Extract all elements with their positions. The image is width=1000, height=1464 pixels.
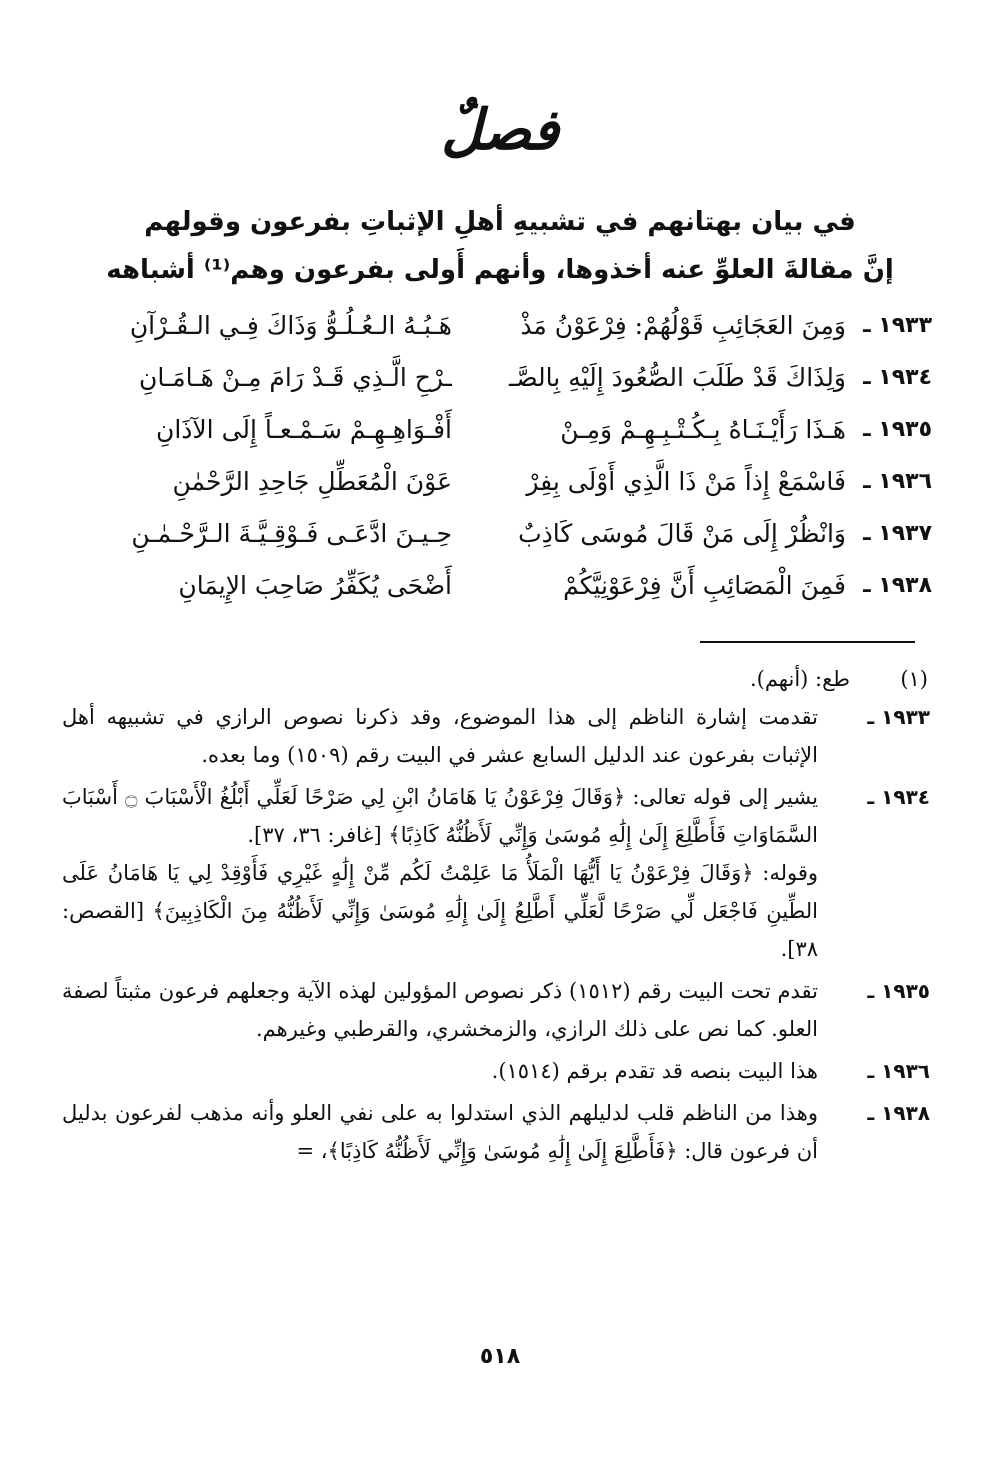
footnote-text: طع: (أنهم). (749, 667, 850, 691)
footnote-marker: (١) (900, 667, 928, 691)
commentary-note (62, 778, 930, 968)
verse-second-hemistich: عَوْنَ الْمُعَطِّلِ جَاحِدِ الرَّحْمٰنِ (172, 467, 452, 496)
note-text: تقدم تحت البيت رقم (١٥١٢) ذكر نصوص المؤولين لهذه الآية وجعلهم فرعون مثبتاً لصفة العلو. كما نص على ذلك الرازي، والزمخشري، والقرطبي وغيرهم. (62, 979, 818, 1041)
verse-first-hemistich: وَمِنَ العَجَائِبِ قَوْلُهُمْ: فِرْعَوْنُ مَذْ (520, 311, 846, 340)
verse-number: ١٩٣٧ ـ (863, 521, 932, 546)
page-number: ٥١٨ (479, 1344, 521, 1369)
section-heading: فصلٌ (441, 97, 559, 163)
verse-row (62, 302, 932, 354)
verse-first-hemistich: فَاسْمَعْ إِذاً مَنْ ذَا الَّذِي أَوْلَى بِفِرْ (526, 467, 846, 496)
note-number: ١٩٣٨ ـ (867, 1101, 930, 1125)
verse-list (62, 302, 932, 614)
commentary-note (62, 972, 930, 1048)
footnote-divider (700, 641, 915, 643)
footnote (62, 660, 930, 698)
note-text: تقدمت إشارة الناظم إلى هذا الموضوع، وقد ذكرنا نصوص الرازي في تشبيهه أهل الإثبات بفرعون عند الدليل السابع عشر في البيت رقم (١٥٠٩) وما بعده. (62, 705, 818, 767)
verse-first-hemistich: فَمِنَ الْمَصَائِبِ أَنَّ فِرْعَوْنِيَّكُمْ (563, 571, 846, 600)
note-text: يشير إلى قوله تعالى: ﴿وَقَالَ فِرْعَوْنُ يَا هَامَانُ ابْنِ لِي صَرْحًا لَعَلِّي أَبْلُغُ الْأَسْبَابَ ۝ أَسْبَابَ السَّمَاوَاتِ فَأَطَّلِعَ إِلَىٰ إِلَٰهِ مُوسَىٰ وَإِنِّي لَأَظُنُّهُ كَاذِبًا﴾ [غافر: ٣٦، ٣٧]. (62, 785, 818, 847)
verse-second-hemistich: هَـبُـهُ الـعُـلُـوُّ وَذَاكَ فِـي الـقُـرْآنِ (129, 311, 452, 340)
verse-first-hemistich: وَلِذَاكَ قَدْ طَلَبَ الصُّعُودَ إِلَيْهِ بِالصَّـ (509, 363, 846, 392)
verse-second-hemistich: حِـيـنَ ادَّعَـى فَـوْقِـيَّـةَ الـرَّحْـمٰـنِ (131, 519, 452, 548)
verse-second-hemistich: ـرْحِ الَّـذِي قَـدْ رَامَ مِـنْ هَـامَـانِ (138, 363, 452, 392)
note-quran-quote: وقوله: ﴿وَقَالَ فِرْعَوْنُ يَا أَيُّهَا الْمَلَأُ مَا عَلِمْتُ لَكُم مِّنْ إِلَٰهٍ غَيْرِي فَأَوْقِدْ لِي يَا هَامَانُ عَلَى الطِّينِ فَاجْعَل لِّي صَرْحًا لَّعَلِّي أَطَّلِعُ إِلَىٰ إِلَٰهِ مُوسَىٰ وَإِنِّي لَأَظُنُّهُ مِنَ الْكَاذِبِينَ﴾ [القصص: ٣٨]. (62, 861, 818, 961)
commentary-note (62, 1094, 930, 1170)
verse-row (62, 458, 932, 510)
note-text: وهذا من الناظم قلب لدليلهم الذي استدلوا به على نفي العلو وأنه مذهب لفرعون بدليل أن فرعون قال: ﴿فَأَطَّلِعَ إِلَىٰ إِلَٰهِ مُوسَىٰ وَإِنِّي لَأَظُنُّهُ كَاذِبًا﴾، = (62, 1101, 818, 1163)
verse-number: ١٩٣٨ ـ (863, 573, 932, 598)
verse-first-hemistich: وَانْظُرْ إِلَى مَنْ قَالَ مُوسَى كَاذِبٌ (518, 519, 846, 548)
verse-number: ١٩٣٣ ـ (863, 313, 932, 338)
verse-row (62, 354, 932, 406)
verse-row (62, 562, 932, 614)
verse-row (62, 406, 932, 458)
note-text: هذا البيت بنصه قد تقدم برقم (١٥١٤). (491, 1059, 818, 1083)
chapter-subtitle (70, 198, 930, 294)
footnotes-section (62, 660, 930, 1174)
subtitle-line-1: في بيان بهتانهم في تشبيهِ أهلِ الإثباتِ بفرعون وقولهم (144, 207, 856, 237)
commentary-note (62, 698, 930, 774)
commentary-note (62, 1052, 930, 1090)
verse-second-hemistich: أَفْـوَاهِـهِـمْ سَـمْـعـاً إِلَى الآذَانِ (155, 415, 452, 444)
verse-first-hemistich: هَـذَا رَأَيْـنَـاهُ بِـكُـتْـبِـهِـمْ وَمِـنْ (560, 415, 846, 444)
verse-second-hemistich: أَضْحَى يُكَفِّرُ صَاحِبَ الإِيمَانِ (178, 571, 452, 600)
verse-row (62, 510, 932, 562)
note-number: ١٩٣٦ ـ (867, 1059, 930, 1083)
note-number: ١٩٣٥ ـ (867, 979, 930, 1003)
verse-number: ١٩٣٦ ـ (863, 469, 932, 494)
subtitle-line-2: إنَّ مقالةَ العلوِّ عنه أخذوها، وأنهم أَولى بفرعون وهم⁽¹⁾ أشباهه (106, 255, 894, 285)
note-number: ١٩٣٣ ـ (867, 705, 930, 729)
verse-number: ١٩٣٥ ـ (863, 417, 932, 442)
note-number: ١٩٣٤ ـ (867, 785, 930, 809)
verse-number: ١٩٣٤ ـ (863, 365, 932, 390)
